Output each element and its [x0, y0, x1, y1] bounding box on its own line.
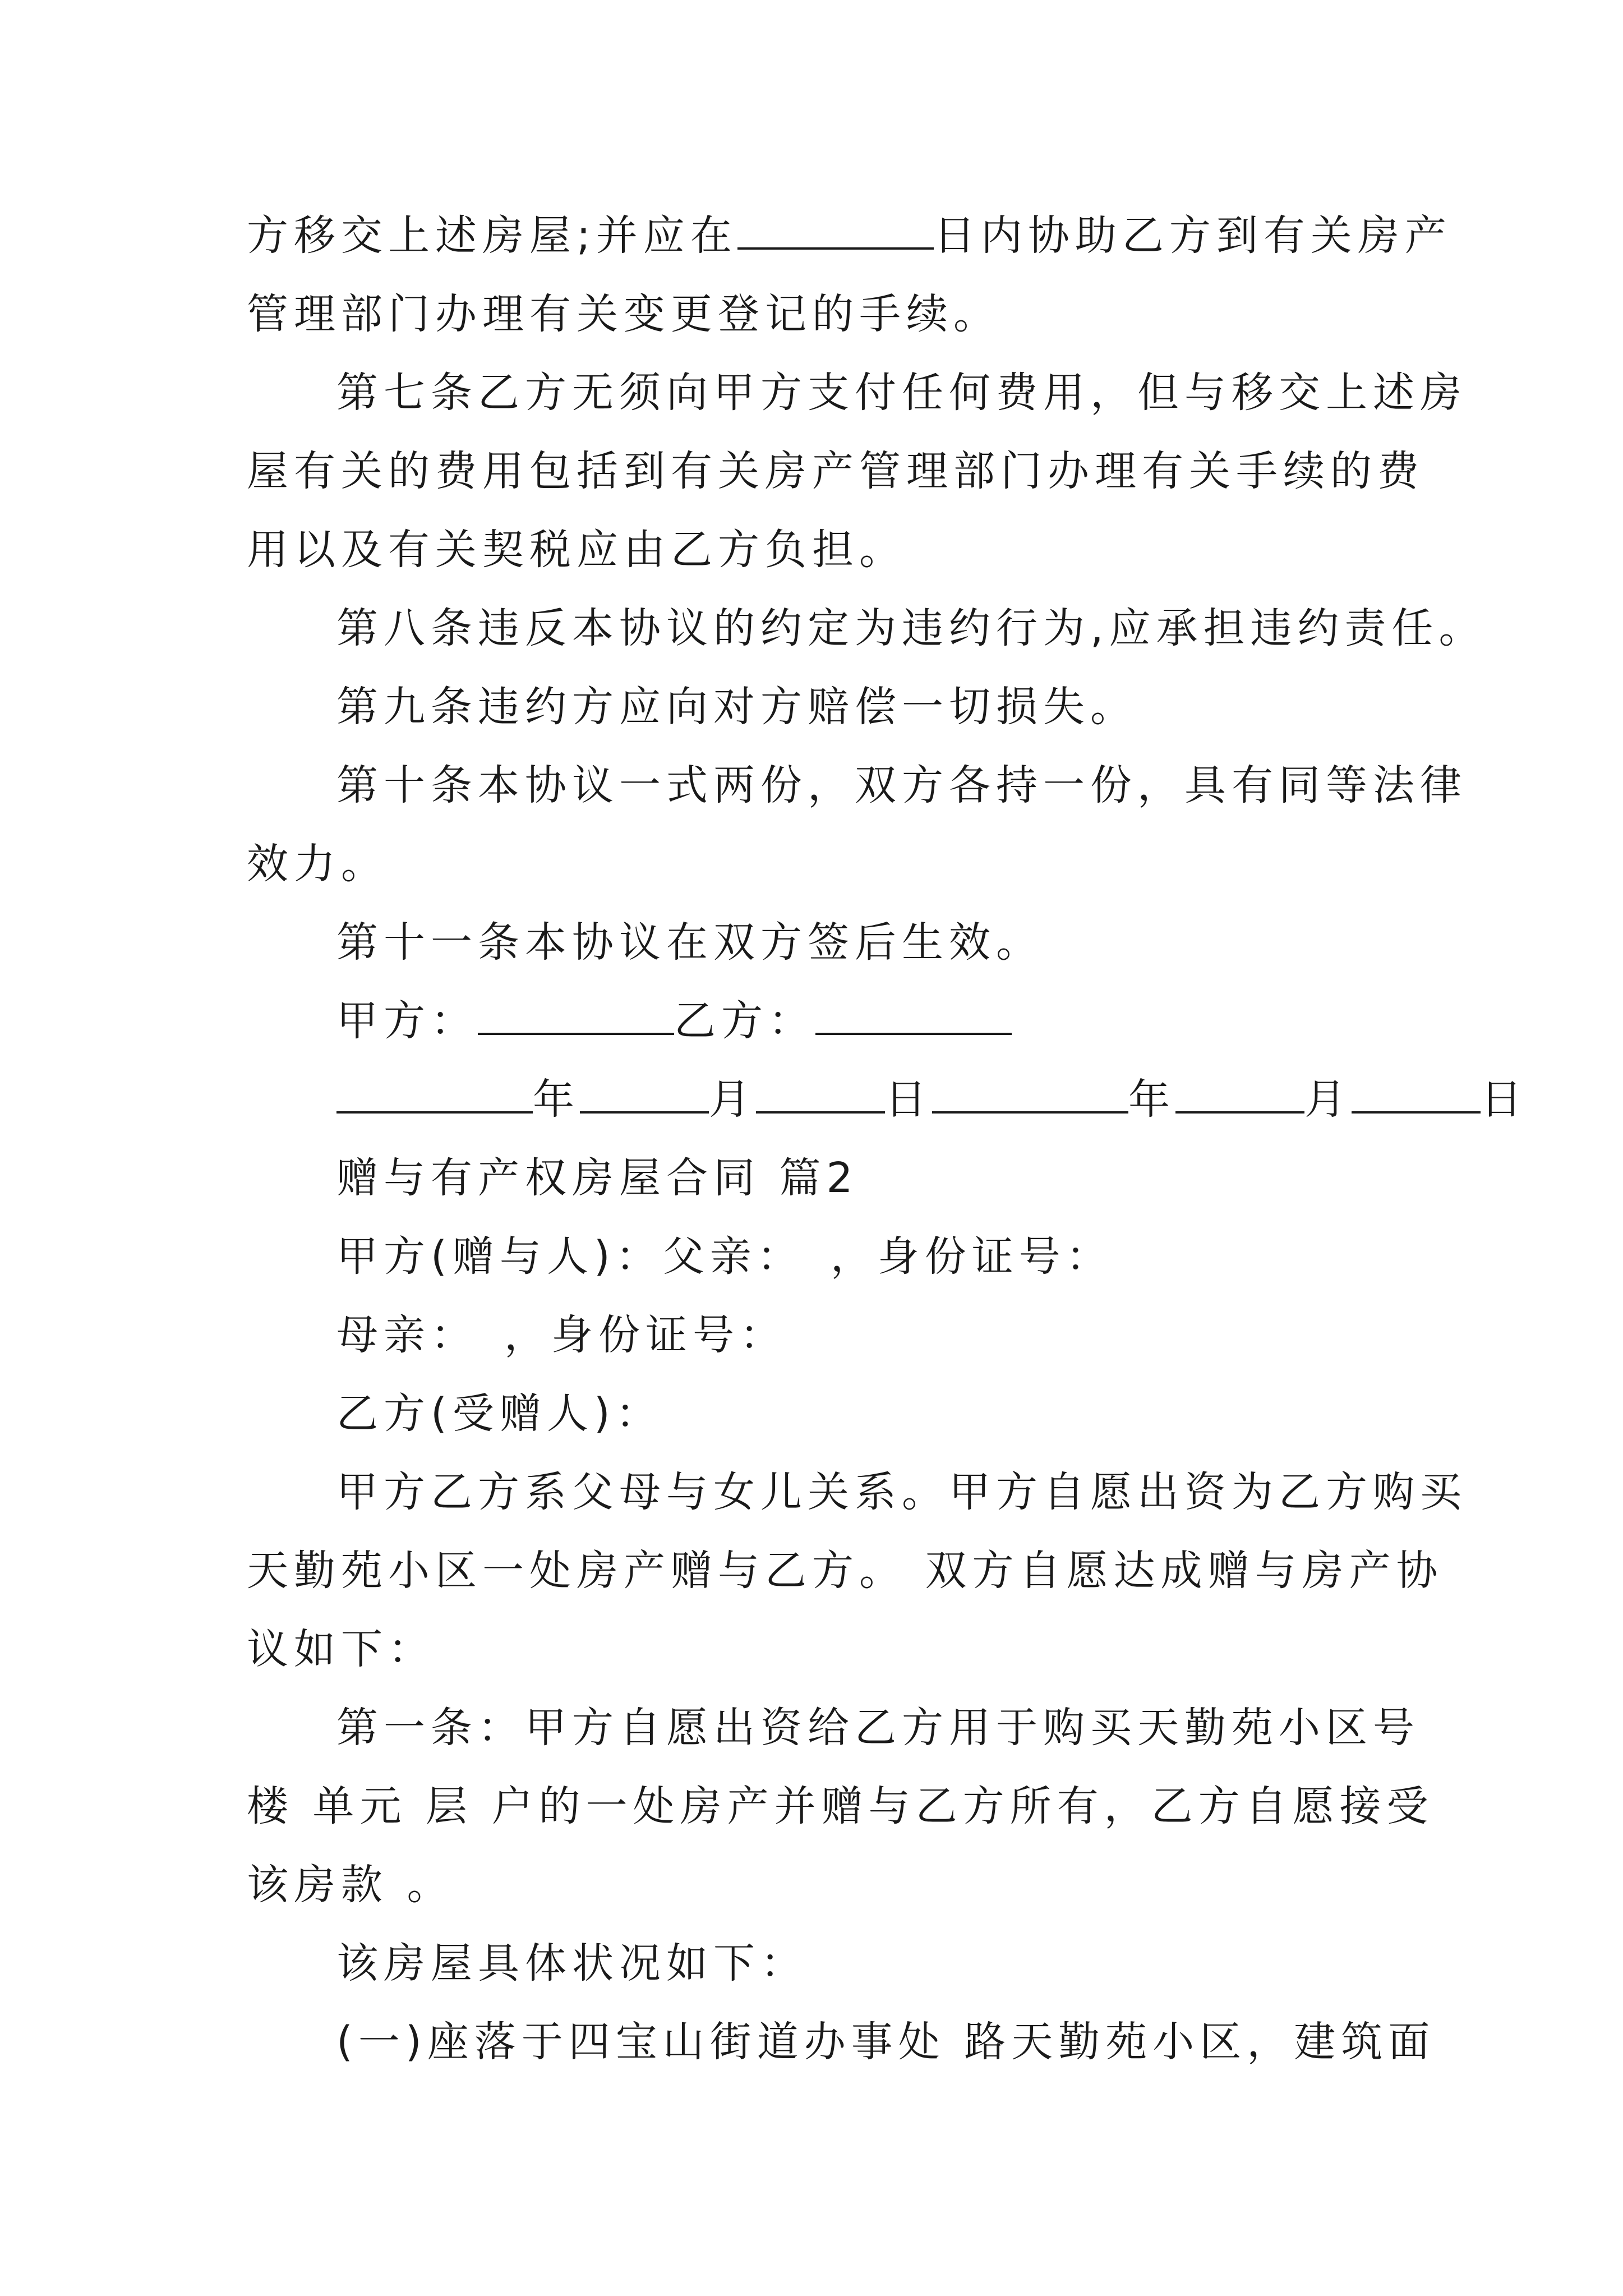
month-label: 月	[709, 1075, 756, 1124]
day-blank	[1352, 1072, 1481, 1114]
month-blank	[580, 1072, 709, 1114]
blank-field	[737, 208, 934, 250]
year-blank	[336, 1072, 533, 1114]
paragraph-line: 天勤苑小区一处房产赠与乙方。 双方自愿达成赠与房产协	[247, 1547, 1444, 1595]
paragraph-line: 甲方(赠与人)：父亲： ，身份证号：	[336, 1232, 1113, 1281]
day-label: 日	[1481, 1075, 1528, 1124]
paragraph-line: 第八条违反本协议的约定为违约行为,应承担违约责任。	[336, 604, 1486, 652]
paragraph-line: 用以及有关契税应由乙方负担。	[247, 526, 906, 574]
paragraph-line: 屋有关的费用包括到有关房产管理部门办理有关手续的费	[247, 447, 1424, 495]
paragraph-line: 母亲： ，身份证号：	[336, 1311, 787, 1359]
paragraph-line: 乙方(受赠人)：	[336, 1389, 663, 1438]
paragraph-line: 第一条：甲方自愿出资给乙方用于购买天勤苑小区号	[336, 1704, 1420, 1752]
paragraph-line: 该房屋具体状况如下：	[336, 1939, 808, 1987]
paragraph-line: 楼 单元 层 户的一处房产并赠与乙方所有，乙方自愿接受	[247, 1782, 1434, 1830]
year-label: 年	[533, 1075, 580, 1124]
party-b-blank	[815, 993, 1012, 1035]
paragraph-line: 管理部门办理有关变更登记的手续。	[247, 290, 1000, 338]
month-label: 月	[1304, 1075, 1352, 1124]
paragraph-line: 第十条本协议一式两份，双方各持一份，具有同等法律	[336, 761, 1467, 809]
section-heading: 赠与有产权房屋合同 篇2	[336, 1154, 859, 1202]
party-b-label: 乙方：	[674, 997, 815, 1045]
text-segment: 方移交上述房屋;并应在	[247, 211, 737, 260]
paragraph-line: 效力。	[247, 840, 388, 888]
paragraph-line	[247, 196, 1452, 275]
paragraph-line: (一)座落于四宝山街道办事处 路天勤苑小区，建筑面	[336, 2018, 1436, 2066]
paragraph-line: 甲方乙方系父母与女儿关系。甲方自愿出资为乙方购买	[336, 1468, 1467, 1516]
date-line	[336, 1060, 1528, 1139]
day-blank	[756, 1072, 885, 1114]
paragraph-line: 议如下：	[247, 1625, 435, 1673]
paragraph-line: 该房款 。	[247, 1861, 454, 1909]
paragraph-line: 第九条违约方应向对方赔偿一切损失。	[336, 683, 1137, 731]
day-label: 日	[885, 1075, 932, 1124]
paragraph-line: 第七条乙方无须向甲方支付任何费用，但与移交上述房	[336, 369, 1467, 417]
year-blank	[932, 1072, 1128, 1114]
year-label: 年	[1128, 1075, 1175, 1124]
text-segment: 日内协助乙方到有关房产	[933, 211, 1452, 260]
party-a-blank	[478, 993, 674, 1035]
month-blank	[1175, 1072, 1304, 1114]
signature-line	[336, 982, 1385, 1060]
party-a-label: 甲方：	[336, 997, 478, 1045]
paragraph-line: 第十一条本协议在双方签后生效。	[336, 918, 1043, 967]
